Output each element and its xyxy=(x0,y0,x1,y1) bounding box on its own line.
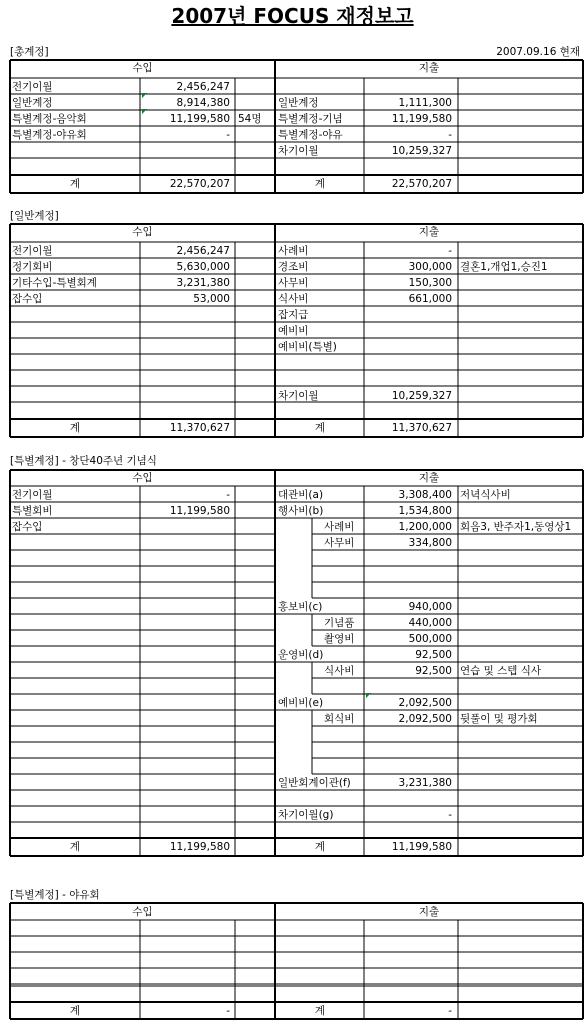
picnic-expense-header: 지출 xyxy=(418,906,440,918)
general-expense-amount: - xyxy=(448,245,452,257)
special-income-amount: - xyxy=(226,489,230,501)
special-expense-name: 예비비(e) xyxy=(278,697,324,709)
special-expense-amount: 1,534,800 xyxy=(398,505,452,517)
summary-expense-amount: 11,199,580 xyxy=(391,113,452,125)
general-income-amount: 3,231,380 xyxy=(176,277,230,289)
special-expense-amount: 334,800 xyxy=(408,537,452,549)
special-expense-amount: 440,000 xyxy=(408,617,452,629)
general-section-label: [일반계정] xyxy=(10,210,59,222)
general-expense-name: 예비비 xyxy=(278,325,309,337)
general-expense-amount: 150,300 xyxy=(408,277,452,289)
general-income-name: 정기회비 xyxy=(12,261,53,273)
report-title: 2007년 FOCUS 재정보고 xyxy=(171,4,414,28)
general-expense-name: 경조비 xyxy=(278,261,309,273)
special-income-total: 11,199,580 xyxy=(169,841,230,853)
summary-expense-amount: - xyxy=(448,129,452,141)
general-expense-name: 사례비 xyxy=(278,245,309,257)
general-income-amount: 2,456,247 xyxy=(176,245,230,257)
special-expense-subitem-name: 사례비 xyxy=(324,521,355,533)
special-expense-amount: 1,200,000 xyxy=(398,521,452,533)
summary-expense-header: 지출 xyxy=(418,62,440,74)
special-income-name: 특별회비 xyxy=(12,505,53,517)
general-expense-total-label: 계 xyxy=(314,422,326,434)
special-expense-amount: - xyxy=(448,809,452,821)
cell-comment-marker xyxy=(142,109,147,114)
summary-income-total-label: 계 xyxy=(69,178,81,190)
summary-income-name: 특별계정-야유회 xyxy=(12,129,87,141)
general-income-name: 전기이월 xyxy=(12,245,53,257)
general-expense-amount: 661,000 xyxy=(408,293,452,305)
summary-section-label: [총계정] xyxy=(10,46,49,58)
special-expense-name: 홍보비(c) xyxy=(278,601,323,613)
special-expense-subitem-name: 기념품 xyxy=(324,617,355,629)
general-income-amount: 53,000 xyxy=(193,293,230,305)
special-expense-total: 11,199,580 xyxy=(391,841,452,853)
special-expense-amount: 92,500 xyxy=(415,665,452,677)
summary-expense-name: 특별계정-기념 xyxy=(278,113,343,125)
general-income-name: 기타수입-특별회계 xyxy=(12,277,97,289)
summary-income-note: 54명 xyxy=(238,113,262,125)
general-expense-name: 식사비 xyxy=(278,293,309,305)
general-expense-amount: 10,259,327 xyxy=(391,390,452,402)
special-expense-name: 행사비(b) xyxy=(278,505,324,517)
general-expense-name: 차기이월 xyxy=(278,390,319,402)
special-income-header: 수입 xyxy=(132,472,153,484)
summary-expense-name: 차기이월 xyxy=(278,145,319,157)
general-income-name: 잡수입 xyxy=(12,293,43,305)
summary-expense-name: 일반계정 xyxy=(278,97,319,109)
cell-comment-marker xyxy=(366,693,371,698)
special-expense-name: 운영비(d) xyxy=(278,649,324,661)
special-expense-amount: 940,000 xyxy=(408,601,452,613)
special-expense-subitem-name: 회식비 xyxy=(324,713,355,725)
summary-expense-total-label: 계 xyxy=(314,178,326,190)
special-section-label: [특별계정] - 창단40주년 기념식 xyxy=(10,455,157,467)
special-expense-note: 저녁식사비 xyxy=(460,489,511,501)
special-expense-note: 회음3, 반주자1,동영상1 xyxy=(460,521,572,533)
general-expense-name: 사무비 xyxy=(278,277,309,289)
summary-income-name: 특별계정-음악회 xyxy=(12,113,87,125)
summary-income-amount: 8,914,380 xyxy=(176,97,230,109)
summary-expense-total: 22,570,207 xyxy=(391,178,452,190)
summary-expense-amount: 10,259,327 xyxy=(391,145,452,157)
picnic-income-header: 수입 xyxy=(132,906,153,918)
special-expense-amount: 500,000 xyxy=(408,633,452,645)
picnic-expense-total-label: 계 xyxy=(314,1005,326,1017)
general-income-header: 수입 xyxy=(132,226,153,238)
general-expense-note: 결혼1,개업1,승진1 xyxy=(460,261,548,273)
special-expense-amount: 3,231,380 xyxy=(398,777,452,789)
special-income-name: 잡수입 xyxy=(12,521,43,533)
general-expense-amount: 300,000 xyxy=(408,261,452,273)
general-income-amount: 5,630,000 xyxy=(176,261,230,273)
special-expense-subitem-name: 사무비 xyxy=(324,537,355,549)
general-expense-total: 11,370,627 xyxy=(391,422,452,434)
special-expense-total-label: 계 xyxy=(314,841,326,853)
special-expense-amount: 3,308,400 xyxy=(398,489,452,501)
report-date: 2007.09.16 현재 xyxy=(496,46,580,58)
general-income-total: 11,370,627 xyxy=(169,422,230,434)
summary-expense-amount: 1,111,300 xyxy=(398,97,452,109)
summary-income-total: 22,570,207 xyxy=(169,178,230,190)
general-expense-name: 예비비(특별) xyxy=(278,341,337,353)
picnic-expense-total: - xyxy=(448,1005,452,1017)
summary-income-amount: - xyxy=(226,129,230,141)
special-expense-name: 일반회계이관(f) xyxy=(278,777,351,789)
picnic-income-total-label: 계 xyxy=(69,1005,81,1017)
special-expense-name: 차기이월(g) xyxy=(278,809,334,821)
summary-income-amount: 11,199,580 xyxy=(169,113,230,125)
special-expense-amount: 92,500 xyxy=(415,649,452,661)
summary-income-amount: 2,456,247 xyxy=(176,81,230,93)
general-income-total-label: 계 xyxy=(69,422,81,434)
picnic-section-label: [특별계정] - 야유회 xyxy=(10,889,100,901)
special-expense-name: 대관비(a) xyxy=(278,489,324,501)
general-expense-header: 지출 xyxy=(418,226,440,238)
special-expense-amount: 2,092,500 xyxy=(398,697,452,709)
special-expense-amount: 2,092,500 xyxy=(398,713,452,725)
summary-expense-name: 특별계정-야유 xyxy=(278,129,343,141)
special-income-name: 전기이월 xyxy=(12,489,53,501)
special-expense-header: 지출 xyxy=(418,472,440,484)
picnic-income-total: - xyxy=(226,1005,230,1017)
special-income-amount: 11,199,580 xyxy=(169,505,230,517)
summary-income-header: 수입 xyxy=(132,62,153,74)
special-expense-note: 연습 및 스텝 식사 xyxy=(460,665,542,677)
summary-income-name: 전기이월 xyxy=(12,81,53,93)
summary-income-name: 일반계정 xyxy=(12,97,53,109)
special-expense-subitem-name: 촬영비 xyxy=(324,633,355,645)
cell-comment-marker xyxy=(142,93,147,98)
special-income-total-label: 계 xyxy=(69,841,81,853)
special-expense-subitem-name: 식사비 xyxy=(324,665,355,677)
general-expense-name: 잡지급 xyxy=(278,309,309,321)
special-expense-note: 뒷풀이 및 평가회 xyxy=(460,713,538,725)
